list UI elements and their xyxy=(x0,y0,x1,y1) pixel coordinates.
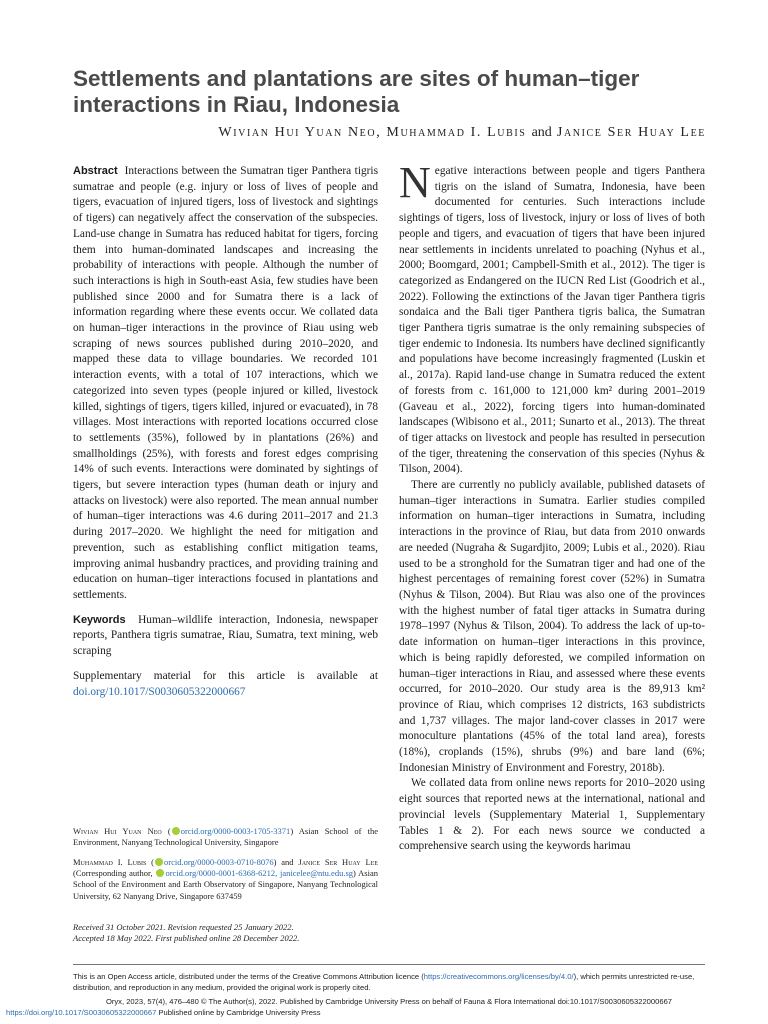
orcid-icon xyxy=(172,827,180,835)
author-and: and xyxy=(531,125,552,140)
orcid-icon xyxy=(156,869,164,877)
abstract-label: Abstract xyxy=(73,165,118,177)
affil-name-lubis: Muhammad I. Lubis xyxy=(73,857,147,867)
body-paragraph-1 xyxy=(399,158,705,478)
drop-cap: N xyxy=(399,158,431,207)
doi-footer-link[interactable]: https://doi.org/10.1017/S0030605322000667 xyxy=(6,1008,157,1017)
keywords-text: Human–wildlife interaction, Indonesia, newspaper reports, Panthera tigris sumatrae, Riau, Sumatra, text mining, web scraping xyxy=(73,613,378,658)
abstract-text: Interactions between the Sumatran tiger Panthera tigris sumatrae and people (e.g. injury or loss of lives of people and tigers, evacuation of injured tigers, loss of livestock and sightings of tigers) can negatively affect the conservation of the subspecies. Land-use change in Sumatra has reduced habitat for tigers, forcing them into human-dominated landscapes and increasing the probability of interactions with people. Although the number of such interactions is high in South-east Asia, few studies have been published since 2000 and for Sumatra there is a lack of information regarding where these events occur. We collated data on human–tiger interactions in the province of Riau using web scraping of news sources published during 2010–2020, and mapped these data to village boundaries. We recorded 101 interaction events, with a total of 107 interactions, which we categorized into seven types (people injured or killed, livestock killed, sightings of tigers, tigers killed, injured or evacuated), in 78 villages. Most interactions with reported locations occurred close to settlements (35%), followed by in plantations (26%) and smallholdings (25%), with forests and forest edges comprising 14% of such events. Interactions were dominated by sightings of tigers, but severe interaction types (human death or injury and attacks on livestock) were also reported. The mean annual number of human–tiger interactions was 4.6 during 2011–2017 and 21.3 during 2017–2020. We highlight the need for mitigation and prevention, such as establishing conflict mitigation teams, improving animal husbandry practices, and providing training and education on human–tiger interactions focused in plantations and settlements. xyxy=(73,165,379,601)
open-access-note xyxy=(73,972,705,993)
supplementary-text: Supplementary material for this article is available at xyxy=(73,669,378,682)
left-column xyxy=(73,164,378,700)
affil-and: and xyxy=(281,857,294,867)
received-dates xyxy=(73,922,378,944)
author-lee[interactable]: Janice Ser Huay Lee xyxy=(556,125,706,140)
orcid-icon xyxy=(155,858,163,866)
orcid-link-neo[interactable]: orcid.org/0000-0003-1705-3371 xyxy=(180,826,291,836)
orcid-link-lubis[interactable]: orcid.org/0000-0003-0710-8076 xyxy=(164,857,274,867)
body-paragraph-2: There are currently no publicly available, published datasets of human–tiger interactions in Sumatra. Earlier studies compiled information on human–tiger interactions in Sumatra, including interactions in the province of Riau, but data from 2010 onwards are needed (Nugraha & Sugardjito, 2009; Lubis et al., 2020). Riau used to be a stronghold for the Sumatran tiger and had one of the highest percentages of remaining forest cover (52%) in Sumatra (Nyhus & Tilson, 2004). But Riau was also one of the provinces with the highest number of fatal tiger attacks in Sumatra during 1978–1997 (Nyhus & Tilson, 2004). To address the lack of up-to-date information on human–tiger interactions in this province, which is being rapidly deforested, we compiled information on human–tiger interactions in Riau, and assessed where these events occurred, for 2010–2020. Our study area is the 89,913 km² province of Riau, which comprises 12 districts, 163 subdistricts and 1,737 villages. The major land-cover classes in 2017 were monoculture plantations (45% of the total land area), forests (18%), croplands (15%), shrubs (9%) and bare land (6%; Indonesian Ministry of Environment and Forestry, 2018b). xyxy=(399,479,705,774)
oa-text-2: ), which permits unrestricted re-use, xyxy=(573,972,695,981)
author-neo[interactable]: Wivian Hui Yuan Neo, xyxy=(218,125,382,140)
affiliation-1: Wivian Hui Yuan Neo ( orcid.org/0000-0003-1705-3371) Asian School of the Environment, Nanyang Technological University, Singapore xyxy=(73,826,378,848)
oa-text-3: distribution, and reproduction in any medium, provided the original work is properly cited. xyxy=(73,982,371,992)
oa-text-1: This is an Open Access article, distributed under the terms of the Creative Commons Attribution licence ( xyxy=(73,972,424,981)
author-line xyxy=(73,125,706,141)
article-title: Settlements and plantations are sites of human–tiger interactions in Riau, Indonesia xyxy=(73,66,640,117)
abstract xyxy=(73,164,378,604)
body-paragraph-3: We collated data from online news reports for 2010–2020 using eight sources that reported news at the international, national and provincial levels (Supplementary Material 1, Supplementary Tables 1 & 2). For each news source we conducted a comprehensive search using the keywords harimau xyxy=(399,777,705,853)
corresponding-note: (Corresponding author, xyxy=(73,868,153,879)
keywords-label: Keywords xyxy=(73,613,126,626)
affil-text-lee: Asian School of the Environment and Earth Observatory of Singapore, Nanyang Technological University, 62 Nanyang Drive, Singapore 637459 xyxy=(73,868,379,901)
doi-footer xyxy=(6,1008,638,1019)
journal-citation: Oryx, 2023, 57(4), 476–480 © The Author(s), 2022. Published by Cambridge University Press on behalf of Fauna & Flora International doi:10.1017/S0030605322000667 xyxy=(105,997,673,1006)
keywords xyxy=(73,613,378,660)
affil-text-neo: Asian School of the Environment, Nanyang Technological University, Singapore xyxy=(73,826,378,848)
published-online: Published online by Cambridge University Press xyxy=(158,1008,321,1017)
footer-rule xyxy=(73,964,705,965)
affiliation-2: Muhammad I. Lubis ( orcid.org/0000-0003-0710-8076) and Janice Ser Huay Lee (Corresponding author, orcid.org/0000-0001-6368-6212, janicelee@ntu.edu.sg) Asian School of the Environment and Earth Observatory of Singapore, Nanyang Technological University, 62 Nanyang Drive, Singapore 637459 xyxy=(73,857,379,901)
supplementary-doi-link[interactable]: doi.org/10.1017/S0030605322000667 xyxy=(73,685,246,698)
right-column xyxy=(399,158,705,855)
affil-name-lee: Janice Ser Huay Lee xyxy=(298,857,378,867)
email-link-lee[interactable]: janicelee@ntu.edu.sg xyxy=(280,868,353,879)
supplementary-note xyxy=(73,669,378,700)
dates-line-2: Accepted 18 May 2022. First published online 28 December 2022. xyxy=(73,933,300,944)
dates-line-1: Received 31 October 2021. Revision requested 25 January 2022. xyxy=(73,922,294,932)
orcid-link-lee[interactable]: orcid.org/0000-0001-6368-6212, xyxy=(165,868,278,879)
author-lubis[interactable]: Muhammad I. Lubis xyxy=(386,125,527,140)
affil-name-neo: Wivian Hui Yuan Neo xyxy=(73,826,162,836)
body-p1-text: egative interactions between people and tigers Panthera tigris on the island of Sumatra, Indonesia, have been documented for centuries. Such interactions include sightings of tigers, loss of livestock, injury or loss of lives of both people and tigers, and evacuation of tigers that have been injured near settlements in incidents unrelated to poaching (Nyhus et al., 2000; Boomgard, 2001; Campbell-Smith et al., 2012). The tiger is categorized as Endangered on the IUCN Red List (Goodrich et al., 2022). Following the extinctions of the Javan tiger Panthera tigris sondaica and the Bali tiger Panthera tigris balica, the Sumatran tiger Panthera tigris sumatrae is the only remaining subspecies of tiger endemic to Indonesia. Its numbers have declined significantly and populations have become increasingly fragmented (Luskin et al., 2017a). Rapid land-use change in Sumatra reduced the extent of forests from c. 161,000 to 121,000 km² during 2001–2019 (Gaveau et al., 2022), forcing tigers into human-dominated landscapes (Wibisono et al., 2011; Sunarto et al., 2013). The threat of tiger attacks on livestock and people has resulted in persecution of the tiger, threatening the conservation of this species (Nyhus & Tilson, 2004). xyxy=(399,165,705,476)
license-link[interactable]: https://creativecommons.org/licenses/by/4.0/ xyxy=(423,972,574,981)
